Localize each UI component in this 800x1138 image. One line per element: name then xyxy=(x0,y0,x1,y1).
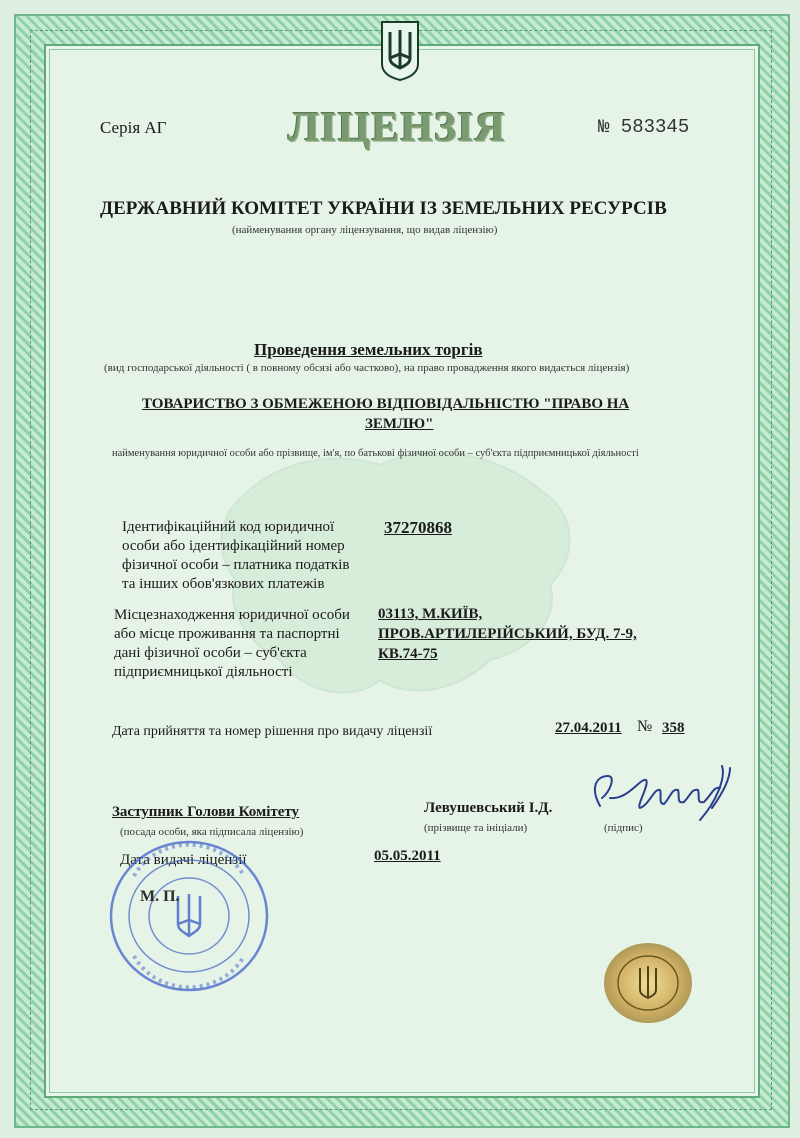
licensee-name-line1: ТОВАРИСТВО З ОБМЕЖЕНОЮ ВІДПОВІДАЛЬНІСТЮ "ПРАВО НА xyxy=(142,396,630,412)
stamp-mp-label: М. П. xyxy=(140,888,180,905)
decision-label: Дата прийняття та номер рішення про видачу ліцензії xyxy=(112,724,433,739)
handwritten-signature xyxy=(580,758,750,828)
license-number: № 583345 xyxy=(598,116,690,138)
id-code-value: 37270868 xyxy=(384,518,452,537)
licensee-caption: найменування юридичної особи або прізвище, ім'я, по батькові фізичної особи – суб'єкта підприємницької діяльності xyxy=(112,448,639,459)
activity-caption: (вид господарської діяльності ( в повному обсязі або частково), на право провадження якого видається ліцензія) xyxy=(104,362,630,374)
location-value: 03113, М.КИЇВ, ПРОВ.АРТИЛЕРІЙСЬКИЙ, БУД. 7-9, КВ.74-75 xyxy=(378,606,637,662)
signatory-name-caption: (прізвище та ініціали) xyxy=(424,822,528,834)
trident-emblem-icon xyxy=(378,18,422,82)
licensee-name-line2: ЗЕМЛЮ" xyxy=(365,416,434,432)
hologram-seal xyxy=(600,940,696,1026)
decision-date: 27.04.2011 xyxy=(555,720,622,736)
signature-caption: (підпис) xyxy=(604,822,643,834)
signatory-position-caption: (посада особи, яка підписала ліцензію) xyxy=(120,826,304,838)
id-code-label: Ідентифікаційний код юридичної особи або ідентифікаційний номер фізичної особи – платника податків та інших обов'язкових платежів xyxy=(122,519,350,592)
signatory-position: Заступник Голови Комітету xyxy=(112,804,300,820)
authority-caption: (найменування органу ліцензування, що видав ліцензію) xyxy=(232,224,498,236)
decision-number-sign: № xyxy=(637,718,653,735)
issue-date-value: 05.05.2011 xyxy=(374,848,441,864)
document-title: ЛІЦЕНЗІЯ xyxy=(288,105,506,151)
series-label: Серія АГ xyxy=(100,118,167,137)
decision-number: 358 xyxy=(662,720,685,736)
issuing-authority: ДЕРЖАВНИЙ КОМІТЕТ УКРАЇНИ ІЗ ЗЕМЕЛЬНИХ РЕСУРСІВ xyxy=(100,198,667,219)
issue-date-label: Дата видачі ліцензії xyxy=(120,852,247,868)
location-label: Місцезнаходження юридичної особи або місце проживання та паспортні дані фізичної особи – суб'єкта підприємницької діяльності xyxy=(114,607,350,680)
official-stamp xyxy=(104,836,274,996)
signatory-name: Левушевський І.Д. xyxy=(424,800,553,816)
activity-type: Проведення земельних торгів xyxy=(254,340,483,359)
